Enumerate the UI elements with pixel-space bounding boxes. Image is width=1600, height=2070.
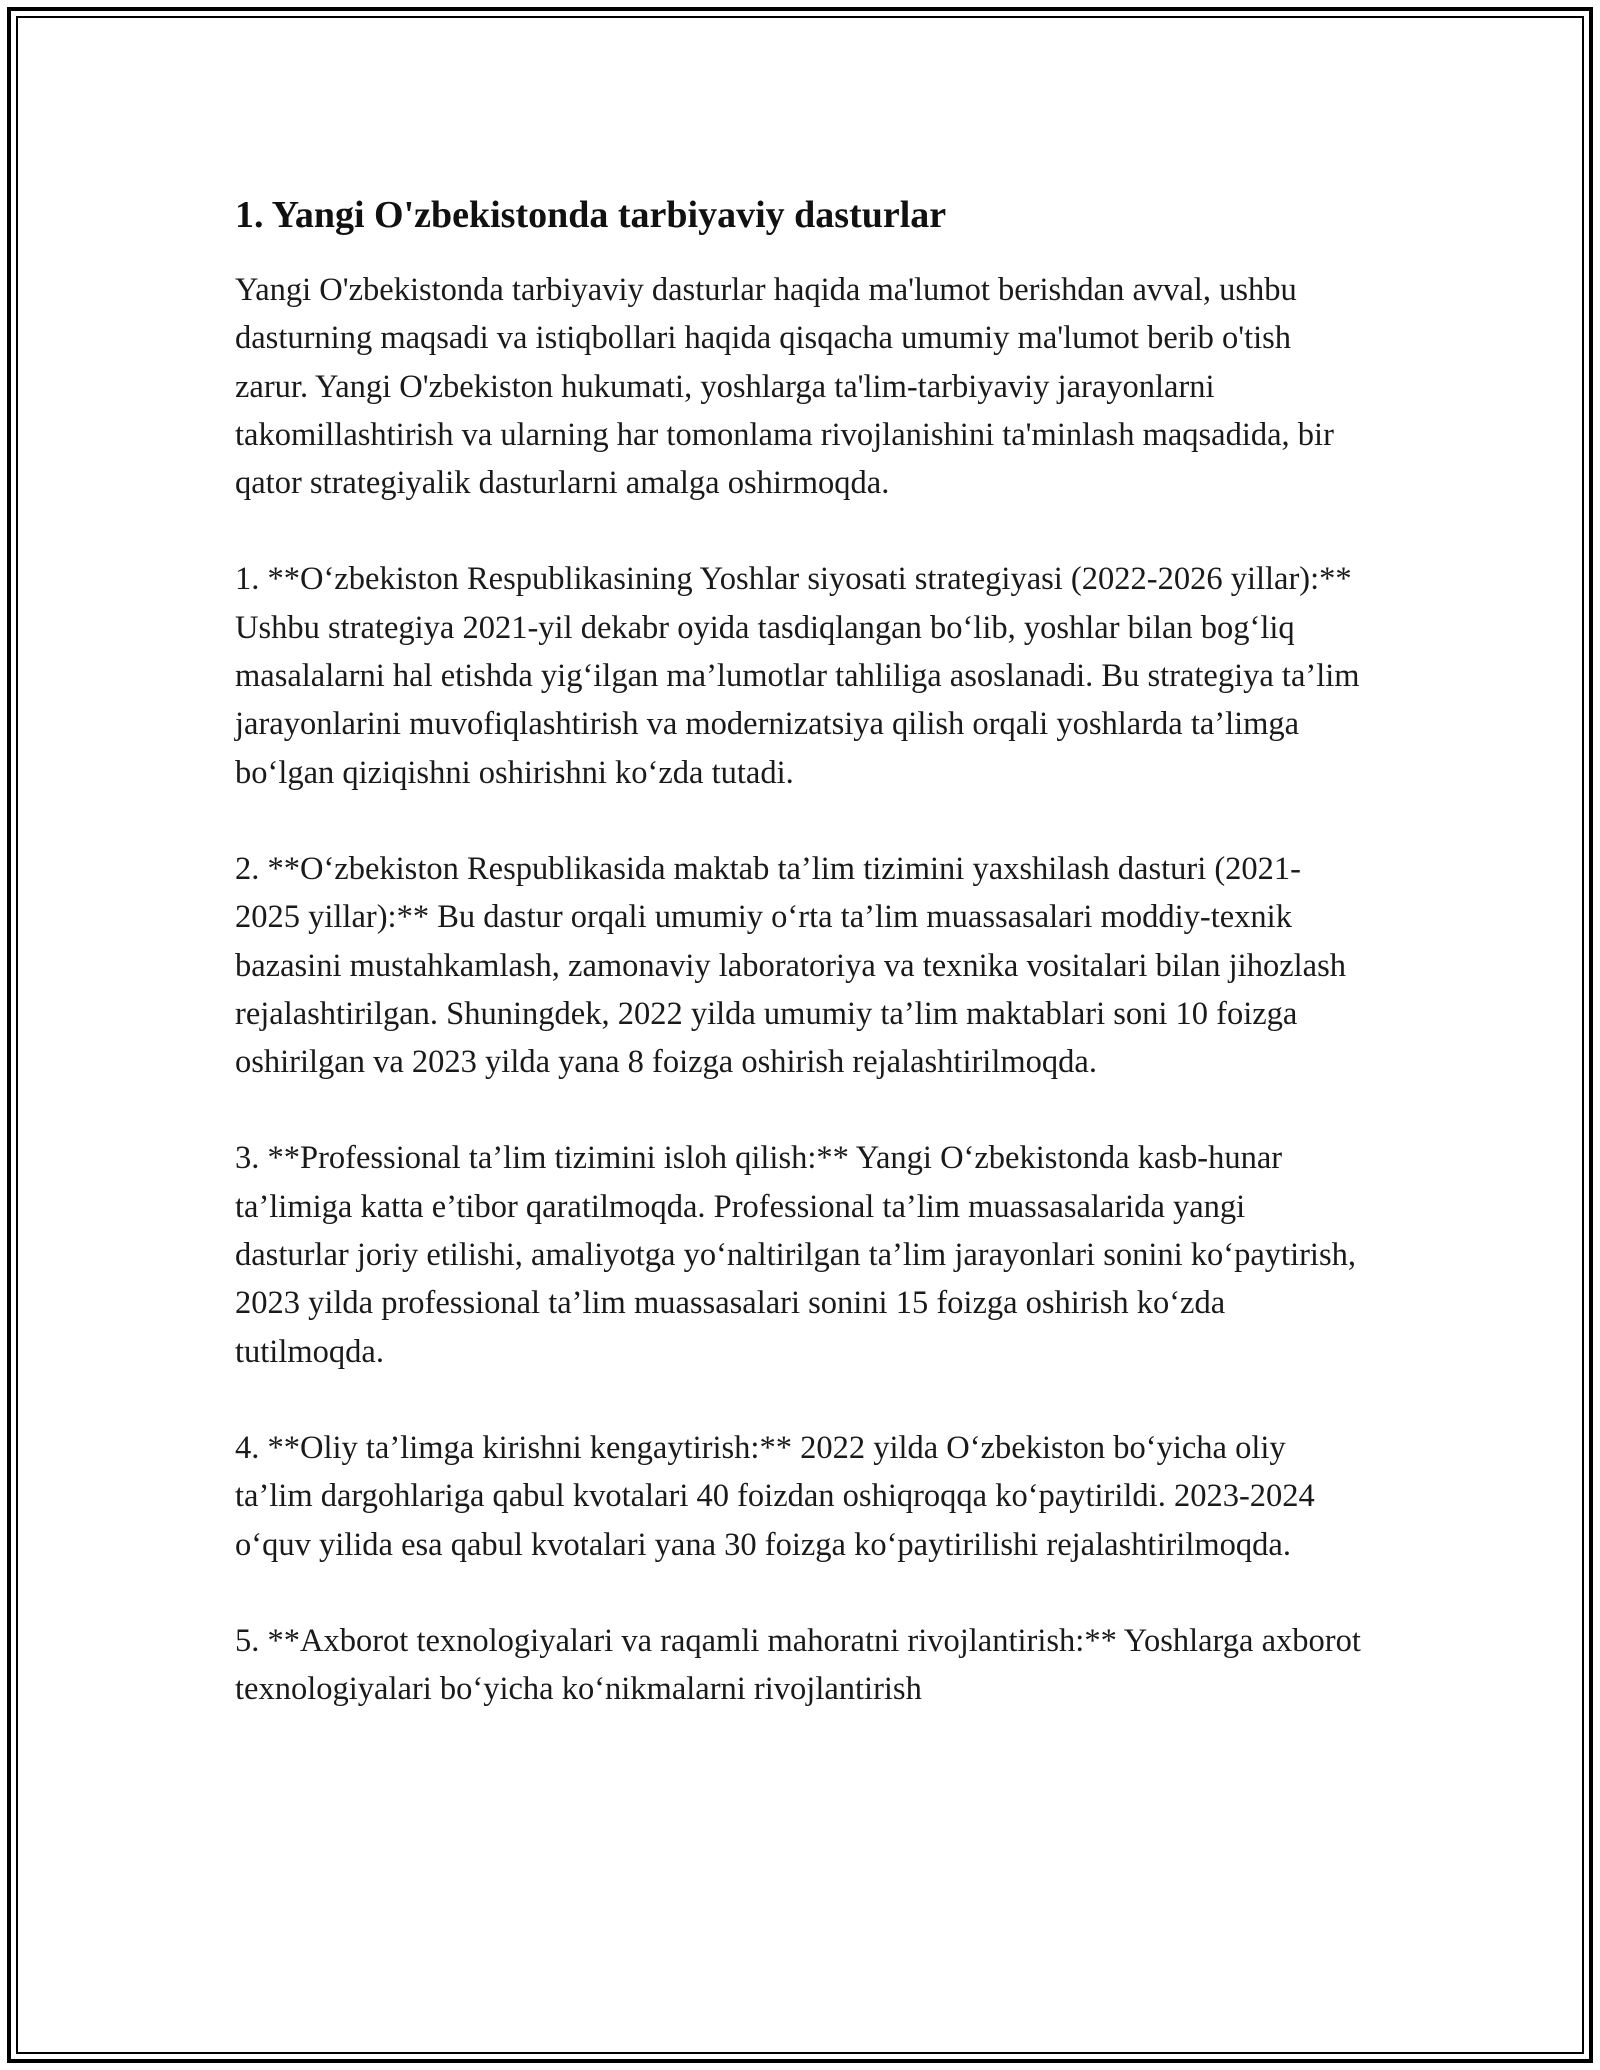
intro-paragraph: Yangi O'zbekistonda tarbiyaviy dasturlar haqida ma'lumot berishdan avval, ushbu dasturning maqsadi va istiqbollari haqida qisqacha umumiy ma'lumot berib o'tish zarur. Yangi O'zbekiston hukumati, yoshlarga ta'lim-tarbiyaviy jarayonlarni takomillashtirish va ularning har tomonlama rivojlanishini ta'minlash maqsadida, bir qator strategiyalik dasturlarni amalga oshirmoqda.	[235, 272, 1334, 502]
list-item: 2. **O‘zbekiston Respublikasida maktab ta’lim tizimini yaxshilash dasturi (2021-2025 yillar):** Bu dastur orqali umumiy o‘rta ta’lim muassasalari moddiy-texnik bazasini mustahkamlash, zamonaviy laboratoriya va texnika vositalari bilan jihozlash rejalashtirilgan. Shuningdek, 2022 yilda umumiy ta’lim maktablari soni 10 foizga oshirilgan va 2023 yilda yana 8 foizga oshirish rejalashtirilmoqda.	[235, 850, 1346, 1081]
document-title: 1. Yangi O'zbekistonda tarbiyaviy dasturlar	[235, 194, 947, 236]
list-item: 4. **Oliy ta’limga kirishni kengaytirish:** 2022 yilda O‘zbekiston bo‘yicha oliy ta’lim dargohlariga qabul kvotalari 40 foizdan oshiqroqqa ko‘paytirildi. 2023-2024 o‘quv yilida esa qabul kvotalari yana 30 foizga ko‘paytirilishi rejalashtirilmoqda.	[235, 1429, 1315, 1563]
list-item: 1. **O‘zbekiston Respublikasining Yoshlar siyosati strategiyasi (2022-2026 yillar):** Ushbu strategiya 2021-yil dekabr oyida tasdiqlangan bo‘lib, yoshlar bilan bog‘liq masalalarni hal etishda yig‘ilgan ma’lumotlar tahliliga asoslanadi. Bu strategiya ta’lim jarayonlarini muvofiqlashtirish va modernizatsiya qilish orqali yoshlarda ta’limga bo‘lgan qiziqishni oshirishni ko‘zda tutadi.	[235, 561, 1360, 791]
list-item: 3. **Professional ta’lim tizimini isloh qilish:** Yangi O‘zbekistonda kasb-hunar ta’limiga katta e’tibor qaratilmoqda. Professional ta’lim muassasalarida yangi dasturlar joriy etilishi, amaliyotga yo‘naltirilgan ta’lim jarayonlari sonini ko‘paytirish, 2023 yilda professional ta’lim muassasalari sonini 15 foizga oshirish ko‘zda tutilmoqda.	[235, 1140, 1356, 1370]
list-item: 5. **Axborot texnologiyalari va raqamli mahoratni rivojlantirish:** Yoshlarga axborot texnologiyalari bo‘yicha ko‘nikmalarni rivojlantirish	[235, 1622, 1361, 1708]
document-body	[235, 186, 1365, 1761]
